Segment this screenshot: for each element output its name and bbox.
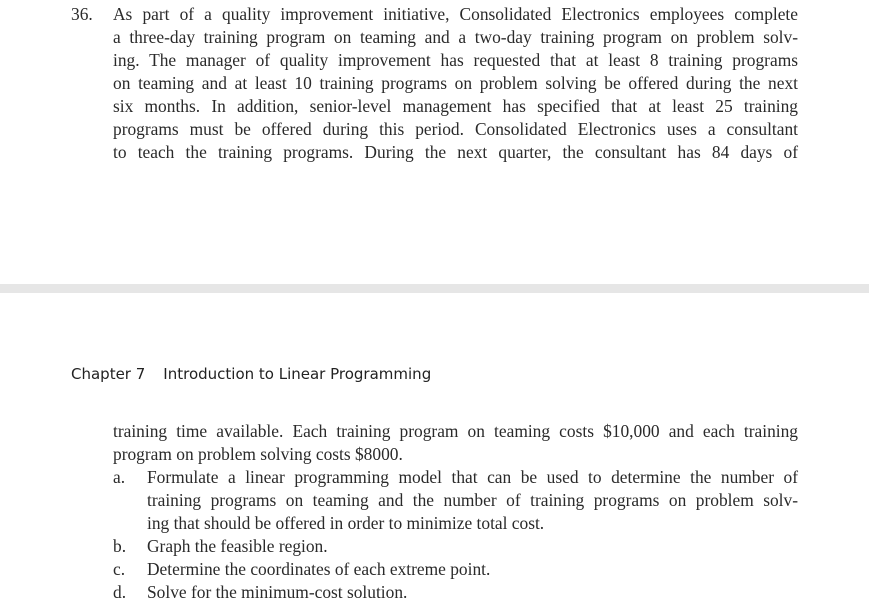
running-head	[71, 364, 431, 384]
subquestion-d	[113, 581, 798, 604]
problem-line: programs must be offered during this period. Consolidated Electronics uses a consultant	[113, 119, 798, 139]
subquestion-text	[147, 558, 798, 581]
problem-continuation	[113, 420, 798, 466]
subquestion-text	[147, 581, 798, 604]
subquestion-line: Solve for the minimum-cost solution.	[147, 582, 408, 602]
continuation-line: program on problem solving costs $8000.	[113, 444, 403, 464]
subquestion-text	[147, 466, 798, 535]
subquestion-line: Determine the coordinates of each extreme point.	[147, 559, 491, 579]
problem-line: to teach the training programs. During the next quarter, the consultant has 84 days of	[113, 142, 798, 162]
problem-line: a three-day training program on teaming and a two-day training program on problem solv-	[113, 27, 798, 47]
chapter-label: Chapter 7	[71, 365, 146, 383]
subquestion-line: ing that should be offered in order to minimize total cost.	[147, 513, 545, 533]
subquestion-c	[113, 558, 798, 581]
problem-line: As part of a quality improvement initiative, Consolidated Electronics employees complete	[113, 4, 798, 24]
chapter-title: Introduction to Linear Programming	[163, 365, 432, 383]
subquestion-text	[147, 535, 798, 558]
subquestion-line: Graph the feasible region.	[147, 536, 328, 556]
subquestion-label: b.	[113, 536, 127, 556]
subquestion-b	[113, 535, 798, 558]
page-bottom	[0, 293, 869, 608]
problem-line: six months. In addition, senior-level management has specified that at least 25 training	[113, 96, 798, 116]
subquestion-line: training programs on teaming and the number of training programs on problem solv-	[147, 490, 798, 510]
problem-line: on teaming and at least 10 training programs on problem solving be offered during the next	[113, 73, 798, 93]
subquestion-label: a.	[113, 467, 126, 487]
subquestion-line: Formulate a linear programming model that can be used to determine the number of	[147, 467, 798, 487]
page-divider	[0, 284, 869, 293]
page-top	[0, 0, 869, 284]
problem-line: ing. The manager of quality improvement has requested that at least 8 training programs	[113, 50, 798, 70]
continuation-line: training time available. Each training program on teaming costs $10,000 and each training	[113, 421, 798, 441]
problem-number: 36.	[71, 4, 93, 24]
subquestion-a	[113, 466, 798, 535]
subquestion-label: d.	[113, 582, 127, 602]
subquestion-label: c.	[113, 559, 126, 579]
problem-text	[113, 3, 798, 164]
subquestion-list	[113, 466, 798, 604]
